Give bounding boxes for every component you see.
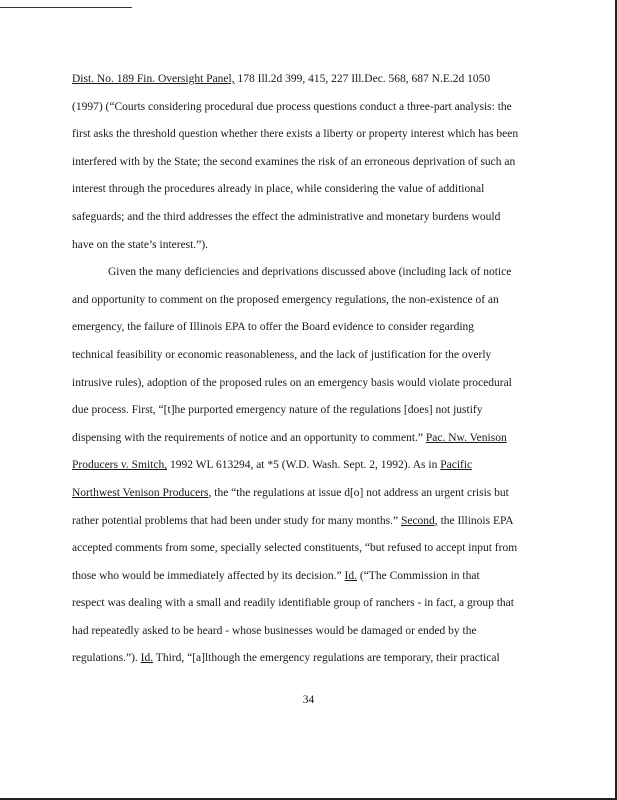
page-number: 34 xyxy=(302,694,315,706)
text-line xyxy=(72,176,552,204)
top-rule xyxy=(0,7,132,8)
line-text: (“The Commission in that xyxy=(357,569,480,582)
line-text: and opportunity to comment on the proposed emergency regulations, the non-existence of an xyxy=(72,293,499,306)
line-text: had repeatedly asked to be heard - whose businesses would be damaged or ended by the xyxy=(72,624,477,637)
body-text xyxy=(72,66,552,673)
text-line xyxy=(72,480,552,508)
line-text: first asks the threshold question whether there exists a liberty or property interest which has been xyxy=(72,128,519,141)
line-text: Given the many deficiencies and deprivations discussed above (including lack of notice xyxy=(108,266,512,279)
line-text: rather potential problems that had been under study for many months.” xyxy=(72,514,401,527)
text-line xyxy=(72,618,552,646)
line-text: emergency, the failure of Illinois EPA to offer the Board evidence to consider regarding xyxy=(72,321,475,334)
citation-text: Pacific xyxy=(440,459,473,472)
line-text: (1997) (“Courts considering procedural due process questions conduct a three-part analysis: the xyxy=(72,100,512,113)
line-text: technical feasibility or economic reasonableness, and the lack of justification for the overly xyxy=(72,348,492,361)
line-text: have on the state’s interest.”). xyxy=(72,238,209,251)
line-text: safeguards; and the third addresses the effect the administrative and monetary burdens would xyxy=(72,210,501,223)
text-line xyxy=(72,370,552,398)
citation-text: Producers v. Smitch, xyxy=(72,459,168,472)
text-line xyxy=(72,149,552,177)
line-text: accepted comments from some, specially selected constituents, “but refused to accept input from xyxy=(72,542,518,555)
text-line xyxy=(72,287,552,315)
citation-text: Dist. No. 189 Fin. Oversight Panel, xyxy=(72,73,235,85)
line-text: , the “the regulations at issue d[o] not address an urgent crisis but xyxy=(208,486,509,499)
line-text: dispensing with the requirements of notice and an opportunity to comment.” xyxy=(72,431,426,444)
line-text: regulations.”). xyxy=(72,652,141,665)
line-text: interest through the procedures already in place, while considering the value of additional xyxy=(72,183,485,196)
text-line xyxy=(72,66,552,94)
text-line xyxy=(72,259,552,287)
text-line xyxy=(72,121,552,149)
line-text: those who would be immediately affected by its decision.” xyxy=(72,569,345,582)
citation-text: Northwest Venison Producers xyxy=(72,486,209,499)
text-line xyxy=(72,645,552,673)
citation-text: Id. xyxy=(344,569,357,582)
line-text: interfered with by the State; the second examines the risk of an erroneous deprivation of such an xyxy=(72,155,516,168)
text-line xyxy=(72,342,552,370)
text-line xyxy=(72,425,552,453)
line-text: 1992 WL 613294, at *5 (W.D. Wash. Sept. 2, 1992). As in xyxy=(167,459,441,472)
text-line xyxy=(72,232,552,260)
text-line xyxy=(72,204,552,232)
text-line xyxy=(72,452,552,480)
line-text: intrusive rules), adoption of the proposed rules on an emergency basis would violate procedural xyxy=(72,376,512,389)
text-line xyxy=(72,314,552,342)
line-text: Third, “[a]lthough the emergency regulations are temporary, their practical xyxy=(153,652,500,665)
line-text: respect was dealing with a small and readily identifiable group of ranchers - in fact, a group that xyxy=(72,597,514,610)
text-line xyxy=(72,590,552,618)
text-line xyxy=(72,508,552,536)
text-line xyxy=(72,94,552,122)
line-text: 178 Ill.2d 399, 415, 227 Ill.Dec. 568, 687 N.E.2d 1050 xyxy=(234,73,491,85)
line-text: due process. First, “[t]he purported emergency nature of the regulations [does] not justify xyxy=(72,404,483,417)
text-line xyxy=(72,563,552,591)
citation-text: Second, xyxy=(400,514,438,527)
text-line xyxy=(72,397,552,425)
text-line xyxy=(72,535,552,563)
citation-text: Id. xyxy=(140,652,154,665)
citation-text: Pac. Nw. Venison xyxy=(425,431,507,444)
line-text: the Illinois EPA xyxy=(437,514,514,527)
